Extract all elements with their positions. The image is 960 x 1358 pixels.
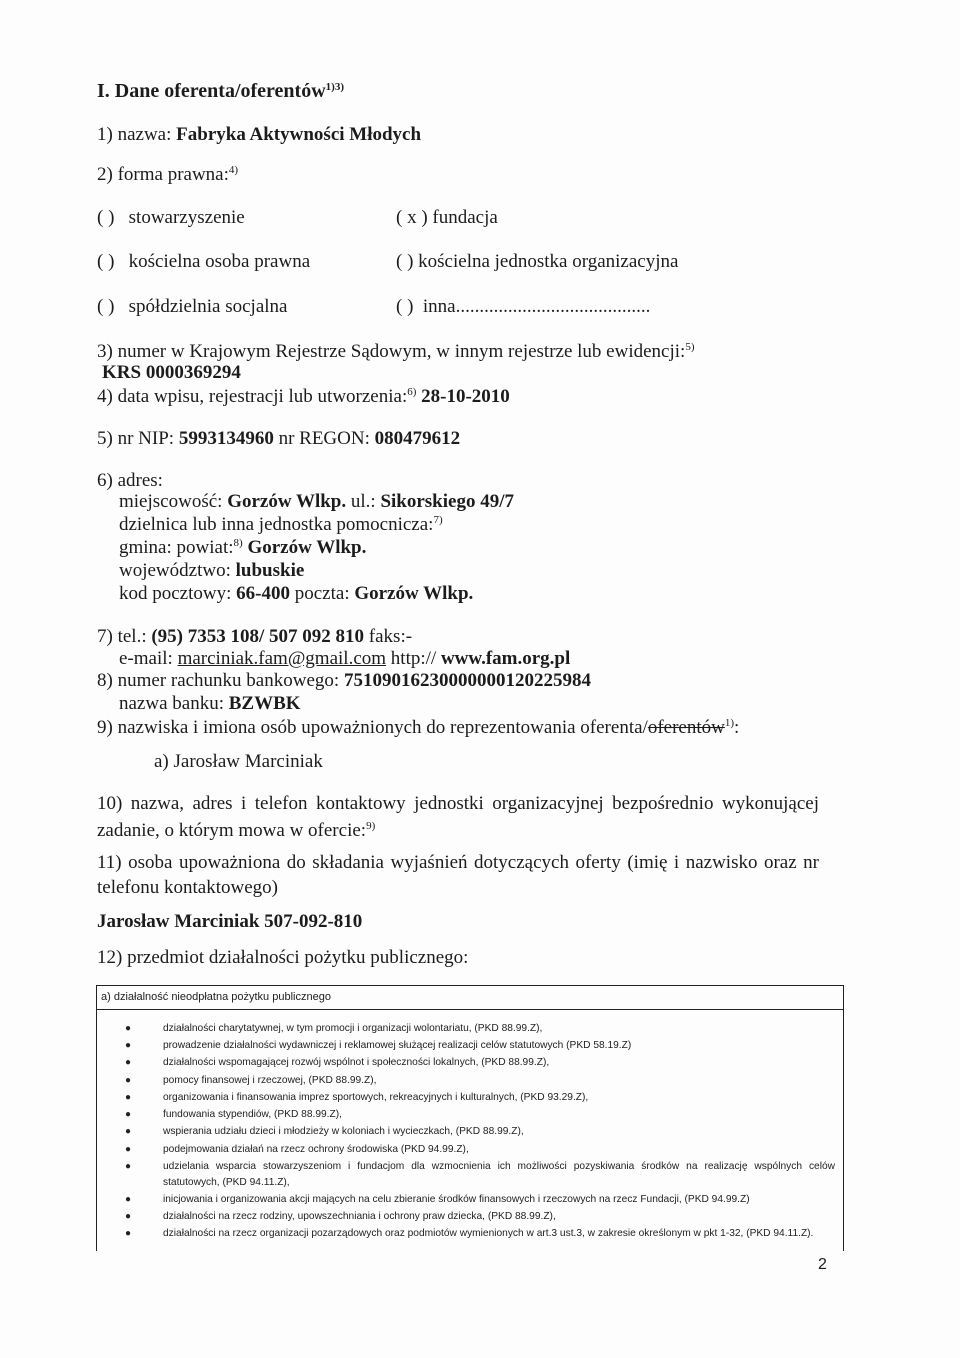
field-county-value: Gorzów Wlkp. [242, 537, 367, 558]
option-fundacja-label: fundacja [432, 207, 498, 228]
option-stowarzyszenie [97, 207, 245, 229]
field-representatives-label: 9) nazwiska i imiona osób upoważnionych do reprezentowania oferenta/ [97, 717, 648, 738]
checkbox-koscielna-jednostka: ( ) [396, 251, 414, 272]
checkbox-fundacja: ( x ) [396, 207, 428, 228]
option-spoldzielnia [97, 296, 287, 318]
field-contact-unit [97, 790, 819, 844]
bullet-icon: ● [125, 1194, 132, 1205]
option-stowarzyszenie-label: stowarzyszenie [128, 207, 245, 228]
field-register-footnote: 5) [685, 341, 695, 353]
field-bank-account-value: 75109016230000000120225984 [343, 670, 591, 691]
option-koscielna-jednostka [396, 251, 678, 273]
activities-box: a) działalność nieodpłatna pożytku publicznego ● działalności charytatywnej, w tym promocji i organizacji wolontariatu, (PKD 88.99.Z), ● prowadzenie działalności wydawniczej i reklamowej służącej realizacji celów statutowych (PKD 58.19.Z) ● działalności wspomagającej rozwój wspólnot i społeczności lokalnych, (PKD 88.99.Z), ● pomocy finansowej i rzeczowej, (PKD 88.99.Z), ● organizowania i finansowania imprez sportowych, rekreacyjnych i kulturalnych, (PKD 93.29.Z), ● fundowania stypendiów, (PKD 88.99.Z), ● wspierania udziału dzieci i młodzieży w koloniach i wycieczkach, (PKD 88.99.Z), ● podejmowania działań na rzecz ochrony środowiska (PKD 94.99.Z), ● udzielania wsparcia stowarzyszeniom i fundacjom dla wzmocnienia ich możliwości pozyskiwania środków na realizację wspólnych celów statutowych, (PKD 94.11.Z), ● inicjowania i organizowania akcji mających na celu zbieranie środków finansowych i rzeczowych na rzecz Fundacji, (PKD 94.99.Z) ● działalności na rzecz rodziny, upowszechniania i ochrony praw dziecka, (PKD 88.99.Z), ● działalności na rzecz organizacji pozarządowych oraz podmiotów wymienionych w art.3 ust.3, w zakresie określonym w pkt 1-32, (PKD 94.11.Z). [96, 985, 844, 1251]
field-voivodeship-label: województwo: [119, 560, 236, 581]
bullet-icon: ● [125, 1057, 132, 1068]
field-registration-date-footnote: 6) [407, 386, 417, 398]
field-regon-value: 080479612 [374, 428, 461, 449]
checkbox-spoldzielnia: ( ) [97, 296, 115, 317]
option-koscielna-jednostka-label: kościelna jednostka organizacyjna [418, 251, 679, 272]
field-voivodeship-value: lubuskie [235, 560, 305, 581]
field-phone-value: (95) 7353 108/ 507 092 810 [151, 626, 365, 647]
option-fundacja [396, 207, 498, 229]
activities-box-title: a) działalność nieodpłatna pożytku publicznego [97, 986, 843, 1010]
option-inna-label: inna [422, 296, 456, 317]
field-county-footnote: 8) [233, 537, 243, 549]
field-post-office-value: Gorzów Wlkp. [354, 583, 474, 604]
field-address-city-street [119, 491, 514, 513]
field-phone [97, 626, 412, 648]
bullet-icon: ● [125, 1040, 132, 1051]
field-representatives-footnote: 1) [724, 717, 735, 729]
field-phone-label: 7) tel.: [97, 626, 152, 647]
field-legal-form-footnote: 4) [228, 164, 239, 176]
field-registration-date-label: 4) data wpisu, rejestracji lub utworzenia: [97, 386, 408, 407]
field-nip-value: 5993134960 [178, 428, 274, 449]
field-register-value: KRS 0000369294 [102, 362, 241, 383]
field-email-www [119, 648, 570, 670]
field-district [119, 514, 443, 536]
bullet-icon: ● [125, 1144, 132, 1155]
field-bank-account-label: 8) numer rachunku bankowego: [97, 670, 344, 691]
option-spoldzielnia-label: spółdzielnia socjalna [128, 296, 288, 317]
field-www-value[interactable]: www.fam.org.pl [440, 648, 571, 669]
section-heading [97, 80, 344, 103]
field-name-value: Fabryka Aktywności Młodych [176, 124, 422, 145]
field-authorized-person: 11) osoba upoważniona do składania wyjaśnień dotyczących oferty (imię i nazwisko oraz nr telefonu kontaktowego) [97, 852, 819, 898]
field-authorized-person-value: Jarosław Marciniak 507-092-810 [97, 911, 363, 932]
field-www-label: http:// [386, 648, 441, 669]
field-bank-name [119, 693, 301, 715]
bullet-icon: ● [125, 1075, 132, 1086]
field-public-benefit: 12) przedmiot działalności pożytku publicznego: [97, 947, 469, 968]
checkbox-inna: ( ) [396, 296, 414, 317]
bullet-icon: ● [125, 1092, 132, 1103]
page-number: 2 [818, 1256, 827, 1273]
bullet-icon: ● [125, 1228, 132, 1239]
field-fax-label: faks:- [364, 626, 413, 647]
checkbox-koscielna-osoba: ( ) [97, 251, 115, 272]
field-nip-label: 5) nr NIP: [97, 428, 179, 449]
field-registration-date [97, 386, 510, 408]
field-registration-date-value: 28-10-2010 [421, 386, 510, 407]
field-contact-unit-text: 10) nazwa, adres i telefon kontaktowy jednostki organizacyjnej bezpośrednio wykonującej zadanie, o którym mowa w ofercie: [97, 793, 819, 841]
field-representatives-struck: oferentów [647, 717, 725, 738]
field-voivodeship [119, 560, 304, 582]
field-bank-account [97, 670, 591, 692]
field-district-label: dzielnica lub inna jednostka pomocnicza: [119, 514, 434, 535]
field-legal-form-label: 2) forma prawna: [97, 164, 229, 185]
field-email-value[interactable]: marciniak.fam@gmail.com [177, 648, 387, 669]
field-name-label: 1) nazwa: [97, 124, 177, 145]
field-legal-form [97, 164, 238, 186]
checkbox-stowarzyszenie: ( ) [97, 207, 115, 228]
bullet-icon: ● [125, 1211, 132, 1222]
field-representatives-colon: : [734, 717, 740, 738]
field-representative-person: a) Jarosław Marciniak [154, 751, 323, 772]
bullet-icon: ● [125, 1161, 132, 1172]
field-postal-label: kod pocztowy: [119, 583, 237, 604]
field-postal-value: 66-400 [236, 583, 290, 604]
field-postal [119, 583, 473, 605]
heading-footnote: 1)3) [325, 81, 344, 93]
bullet-icon: ● [125, 1109, 132, 1120]
field-name [97, 124, 421, 146]
field-bank-name-value: BZWBK [228, 693, 301, 714]
field-nip-regon [97, 428, 460, 450]
field-district-footnote: 7) [433, 514, 443, 526]
field-street-label: ul.: [346, 491, 381, 512]
option-koscielna-osoba [97, 251, 310, 273]
option-inna-dots: ......................................... [455, 296, 651, 317]
field-bank-name-label: nazwa banku: [119, 693, 229, 714]
field-contact-unit-footnote: 9) [366, 820, 376, 832]
field-representatives [97, 717, 739, 739]
heading-text: I. Dane oferenta/oferentów [97, 80, 326, 102]
field-address-label: 6) adres: [97, 470, 163, 491]
bullet-icon: ● [125, 1023, 132, 1034]
field-email-label: e-mail: [119, 648, 178, 669]
field-post-office-label: poczta: [289, 583, 355, 604]
field-street-value: Sikorskiego 49/7 [380, 491, 514, 512]
field-city-value: Gorzów Wlkp. [227, 491, 347, 512]
field-commune-county [119, 537, 366, 559]
field-regon-label: nr REGON: [273, 428, 375, 449]
bullet-icon: ● [125, 1126, 132, 1137]
field-register-label: 3) numer w Krajowym Rejestrze Sądowym, w innym rejestrze lub ewidencji: [97, 341, 686, 362]
field-commune-label: gmina: powiat: [119, 537, 234, 558]
field-register [97, 341, 695, 363]
option-inna [396, 296, 650, 318]
field-city-label: miejscowość: [119, 491, 228, 512]
option-koscielna-osoba-label: kościelna osoba prawna [128, 251, 311, 272]
